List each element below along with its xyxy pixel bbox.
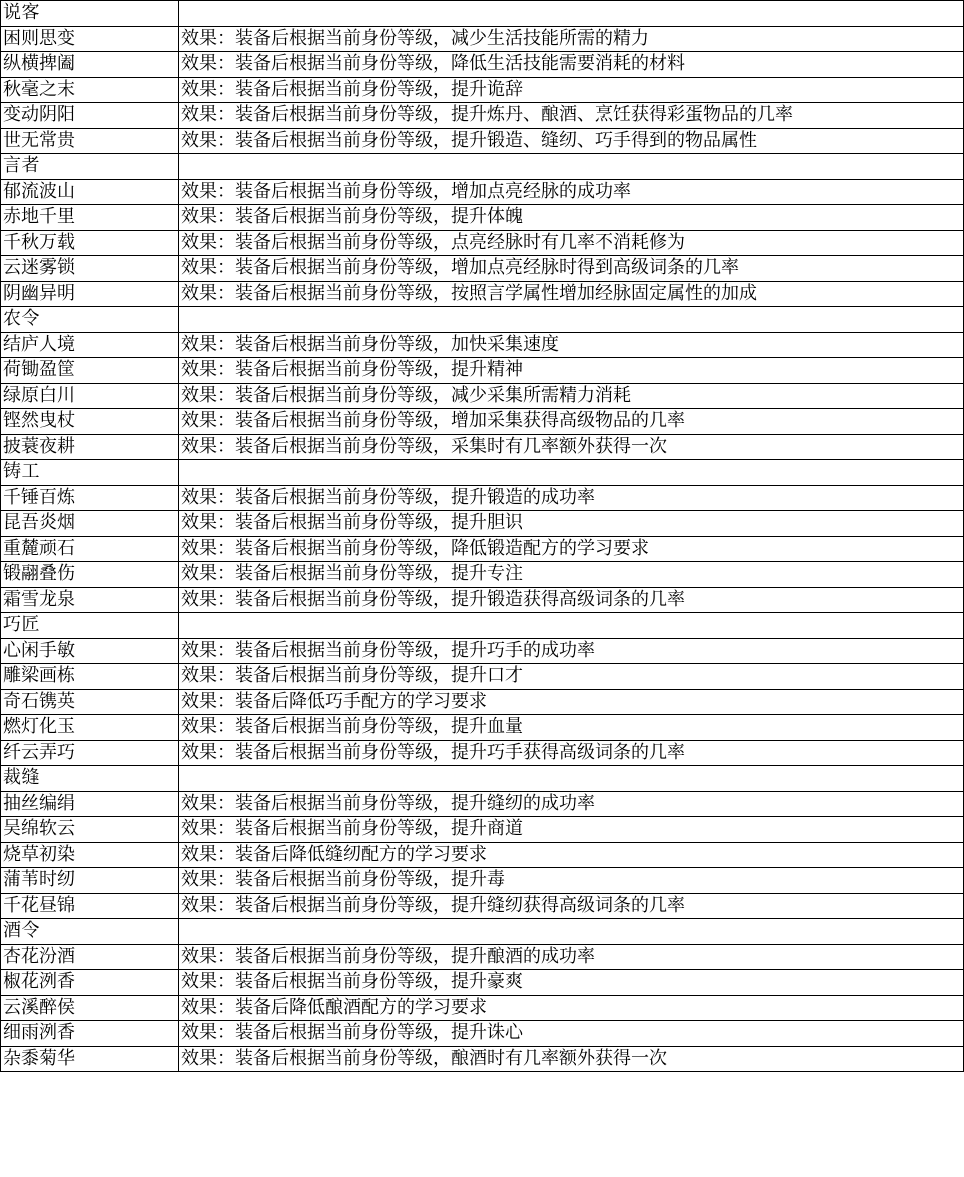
skill-name-cell: 细雨洌香 xyxy=(1,1021,179,1047)
table-row xyxy=(1,1046,964,1072)
skill-name-cell: 重麓顽石 xyxy=(1,536,179,562)
table-row xyxy=(1,562,964,588)
category-name-cell: 言者 xyxy=(1,154,179,180)
table-row xyxy=(1,230,964,256)
skill-name-cell: 燃灯化玉 xyxy=(1,715,179,741)
effect-cell xyxy=(179,1,964,27)
table-row xyxy=(1,842,964,868)
skill-name-cell: 奇石镌英 xyxy=(1,689,179,715)
table-row xyxy=(1,664,964,690)
effect-cell: 效果：装备后根据当前身份等级，提升缝纫获得高级词条的几率 xyxy=(179,893,964,919)
effect-cell: 效果：装备后根据当前身份等级，提升锻造的成功率 xyxy=(179,485,964,511)
effect-cell: 效果：装备后根据当前身份等级，提升巧手获得高级词条的几率 xyxy=(179,740,964,766)
table-row xyxy=(1,868,964,894)
table-row xyxy=(1,179,964,205)
effect-cell xyxy=(179,613,964,639)
skill-name-cell: 世无常贵 xyxy=(1,128,179,154)
category-row xyxy=(1,307,964,333)
effect-cell: 效果：装备后根据当前身份等级，点亮经脉时有几率不消耗修为 xyxy=(179,230,964,256)
effect-cell xyxy=(179,766,964,792)
effect-cell: 效果：装备后根据当前身份等级，提升诛心 xyxy=(179,1021,964,1047)
effect-cell: 效果：装备后根据当前身份等级，提升专注 xyxy=(179,562,964,588)
skill-name-cell: 椒花洌香 xyxy=(1,970,179,996)
skill-name-cell: 千秋万载 xyxy=(1,230,179,256)
effect-cell xyxy=(179,307,964,333)
effect-cell: 效果：装备后根据当前身份等级，增加采集获得高级物品的几率 xyxy=(179,409,964,435)
effect-cell: 效果：装备后根据当前身份等级，提升体魄 xyxy=(179,205,964,231)
table-row xyxy=(1,434,964,460)
effect-cell: 效果：装备后根据当前身份等级，按照言学属性增加经脉固定属性的加成 xyxy=(179,281,964,307)
effect-cell: 效果：装备后根据当前身份等级，降低锻造配方的学习要求 xyxy=(179,536,964,562)
skill-name-cell: 铿然曳杖 xyxy=(1,409,179,435)
skill-name-cell: 阴幽异明 xyxy=(1,281,179,307)
skill-name-cell: 困则思变 xyxy=(1,26,179,52)
skill-name-cell: 千锤百炼 xyxy=(1,485,179,511)
skill-name-cell: 赤地千里 xyxy=(1,205,179,231)
skill-name-cell: 抽丝编绢 xyxy=(1,791,179,817)
table-row xyxy=(1,332,964,358)
skill-name-cell: 锻翮叠伤 xyxy=(1,562,179,588)
effect-cell: 效果：装备后根据当前身份等级，提升诡辞 xyxy=(179,77,964,103)
skill-name-cell: 绿原白川 xyxy=(1,383,179,409)
table-row xyxy=(1,77,964,103)
table-row xyxy=(1,740,964,766)
category-row xyxy=(1,919,964,945)
category-row xyxy=(1,1,964,27)
table-row xyxy=(1,205,964,231)
table-row xyxy=(1,485,964,511)
category-name-cell: 酒令 xyxy=(1,919,179,945)
skill-name-cell: 荷锄盈筐 xyxy=(1,358,179,384)
category-row xyxy=(1,154,964,180)
skill-name-cell: 云溪醉侯 xyxy=(1,995,179,1021)
skill-name-cell: 披蓑夜耕 xyxy=(1,434,179,460)
table-row xyxy=(1,409,964,435)
table-row xyxy=(1,944,964,970)
skill-name-cell: 杏花汾酒 xyxy=(1,944,179,970)
effect-cell: 效果：装备后根据当前身份等级，降低生活技能需要消耗的材料 xyxy=(179,52,964,78)
skill-name-cell: 云迷雾锁 xyxy=(1,256,179,282)
table-row xyxy=(1,1021,964,1047)
table-row xyxy=(1,281,964,307)
category-row xyxy=(1,460,964,486)
skill-name-cell: 霜雪龙泉 xyxy=(1,587,179,613)
skill-name-cell: 吴绵软云 xyxy=(1,817,179,843)
skill-name-cell: 心闲手敏 xyxy=(1,638,179,664)
table-row xyxy=(1,256,964,282)
effect-cell: 效果：装备后根据当前身份等级，提升缝纫的成功率 xyxy=(179,791,964,817)
table-row xyxy=(1,383,964,409)
table-row xyxy=(1,128,964,154)
table-row xyxy=(1,995,964,1021)
table-row xyxy=(1,103,964,129)
effect-cell: 效果：装备后根据当前身份等级，提升商道 xyxy=(179,817,964,843)
effect-cell: 效果：装备后根据当前身份等级，提升锻造、缝纫、巧手得到的物品属性 xyxy=(179,128,964,154)
effect-cell xyxy=(179,154,964,180)
skill-name-cell: 烧草初染 xyxy=(1,842,179,868)
skill-name-cell: 秋毫之末 xyxy=(1,77,179,103)
effect-cell: 效果：装备后降低缝纫配方的学习要求 xyxy=(179,842,964,868)
skill-name-cell: 郁流波山 xyxy=(1,179,179,205)
table-body xyxy=(1,1,964,1072)
skill-name-cell: 纵横捭阖 xyxy=(1,52,179,78)
table-row xyxy=(1,52,964,78)
skill-name-cell: 千花昼锦 xyxy=(1,893,179,919)
table-row xyxy=(1,638,964,664)
skill-name-cell: 纤云弄巧 xyxy=(1,740,179,766)
table-row xyxy=(1,791,964,817)
effect-cell: 效果：装备后根据当前身份等级，提升精神 xyxy=(179,358,964,384)
effect-cell: 效果：装备后根据当前身份等级，减少采集所需精力消耗 xyxy=(179,383,964,409)
category-row xyxy=(1,766,964,792)
effect-cell xyxy=(179,919,964,945)
category-name-cell: 铸工 xyxy=(1,460,179,486)
table-row xyxy=(1,715,964,741)
category-row xyxy=(1,613,964,639)
table-row xyxy=(1,358,964,384)
skill-name-cell: 雕梁画栋 xyxy=(1,664,179,690)
table-row xyxy=(1,970,964,996)
category-name-cell: 农令 xyxy=(1,307,179,333)
effect-cell: 效果：装备后根据当前身份等级，提升胆识 xyxy=(179,511,964,537)
effect-cell: 效果：装备后根据当前身份等级，提升锻造获得高级词条的几率 xyxy=(179,587,964,613)
skill-name-cell: 蒲苇时纫 xyxy=(1,868,179,894)
skill-name-cell: 结庐人境 xyxy=(1,332,179,358)
table-row xyxy=(1,26,964,52)
table-row xyxy=(1,689,964,715)
effect-cell: 效果：装备后根据当前身份等级，采集时有几率额外获得一次 xyxy=(179,434,964,460)
effect-cell: 效果：装备后降低酿酒配方的学习要求 xyxy=(179,995,964,1021)
table-row xyxy=(1,893,964,919)
effect-cell: 效果：装备后根据当前身份等级，提升毒 xyxy=(179,868,964,894)
skill-name-cell: 杂黍菊华 xyxy=(1,1046,179,1072)
table-row xyxy=(1,536,964,562)
table-row xyxy=(1,817,964,843)
effect-cell: 效果：装备后根据当前身份等级，加快采集速度 xyxy=(179,332,964,358)
effect-cell xyxy=(179,460,964,486)
table-row xyxy=(1,587,964,613)
effect-cell: 效果：装备后根据当前身份等级，减少生活技能所需的精力 xyxy=(179,26,964,52)
effect-cell: 效果：装备后根据当前身份等级，提升炼丹、酿酒、烹饪获得彩蛋物品的几率 xyxy=(179,103,964,129)
effect-cell: 效果：装备后根据当前身份等级，提升血量 xyxy=(179,715,964,741)
category-name-cell: 巧匠 xyxy=(1,613,179,639)
table-row xyxy=(1,511,964,537)
effect-cell: 效果：装备后根据当前身份等级，提升巧手的成功率 xyxy=(179,638,964,664)
effect-cell: 效果：装备后根据当前身份等级，增加点亮经脉时得到高级词条的几率 xyxy=(179,256,964,282)
skill-name-cell: 昆吾炎烟 xyxy=(1,511,179,537)
effect-cell: 效果：装备后根据当前身份等级，增加点亮经脉的成功率 xyxy=(179,179,964,205)
effect-cell: 效果：装备后根据当前身份等级，提升口才 xyxy=(179,664,964,690)
category-name-cell: 裁缝 xyxy=(1,766,179,792)
category-name-cell: 说客 xyxy=(1,1,179,27)
effect-cell: 效果：装备后根据当前身份等级，提升豪爽 xyxy=(179,970,964,996)
effect-cell: 效果：装备后根据当前身份等级，酿酒时有几率额外获得一次 xyxy=(179,1046,964,1072)
skill-name-cell: 变动阴阳 xyxy=(1,103,179,129)
effect-cell: 效果：装备后降低巧手配方的学习要求 xyxy=(179,689,964,715)
effect-cell: 效果：装备后根据当前身份等级，提升酿酒的成功率 xyxy=(179,944,964,970)
